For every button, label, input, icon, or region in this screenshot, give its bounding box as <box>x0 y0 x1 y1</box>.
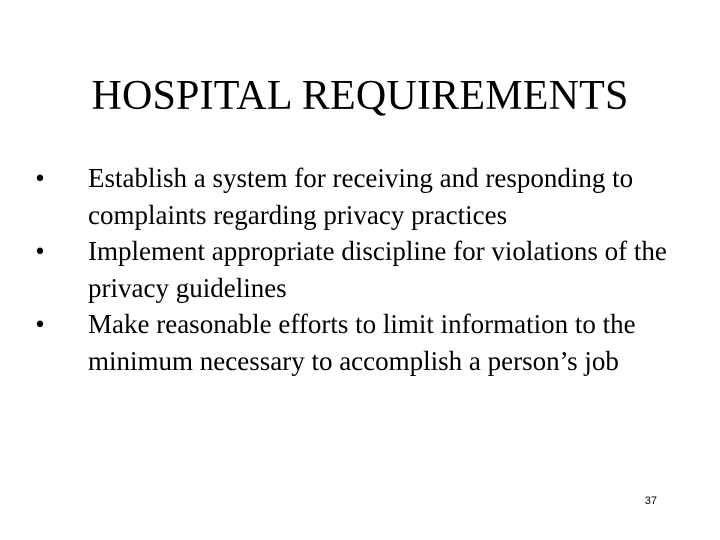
bullet-item <box>30 160 690 233</box>
bullet-text: Establish a system for receiving and responding to complaints regarding privacy practices <box>88 163 634 230</box>
bullet-icon: • <box>35 309 45 339</box>
bullet-item <box>30 306 690 379</box>
page-number: 37 <box>644 495 657 507</box>
bullet-item <box>30 233 690 306</box>
bullet-text: Implement appropriate discipline for violations of the privacy guidelines <box>88 236 667 303</box>
bullet-text: Make reasonable efforts to limit information to the minimum necessary to accomplish a person’s job <box>88 309 636 376</box>
bullet-list <box>30 160 690 379</box>
bullet-icon: • <box>35 163 45 193</box>
bullet-icon: • <box>35 236 45 266</box>
slide-title: HOSPITAL REQUIREMENTS <box>91 73 629 119</box>
